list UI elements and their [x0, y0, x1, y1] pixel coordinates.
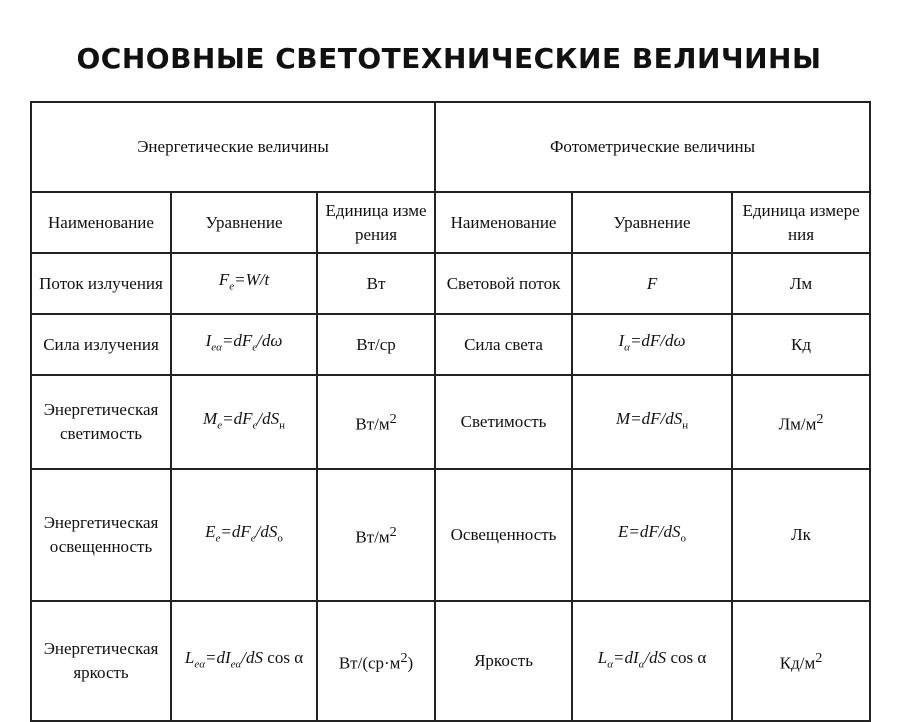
- table-row: [31, 375, 870, 469]
- energetic-unit: $Вт/м^2$: [317, 469, 435, 601]
- table-row: [31, 253, 870, 314]
- photometric-name: Яркость: [435, 601, 572, 721]
- photometric-equation: $L_\alpha=dI_\alpha/dS$ cos α: [572, 601, 732, 721]
- header-equation-photometric: Уравнение: [572, 192, 732, 253]
- header-equation-energetic: Уравнение: [171, 192, 317, 253]
- photometric-name: Светимость: [435, 375, 572, 469]
- energetic-name: Поток излучения: [31, 253, 171, 314]
- photometric-equation: $M=dF/dS_н$: [572, 375, 732, 469]
- energetic-name: Энергетическая яркость: [31, 601, 171, 721]
- energetic-name: Сила излучения: [31, 314, 171, 375]
- page-title: ОСНОВНЫЕ СВЕТОТЕХНИЧЕСКИЕ ВЕЛИЧИНЫ: [76, 42, 822, 75]
- header-unit-energetic: Единица измерения: [317, 192, 435, 253]
- energetic-equation: $E_e=dF_e/dS_о$: [171, 469, 317, 601]
- photometric-unit: Лм: [732, 253, 870, 314]
- table-row: [31, 314, 870, 375]
- quantities-table: [30, 101, 871, 722]
- photometric-unit: $Кд/м^2$: [732, 601, 870, 721]
- header-name-energetic: Наименование: [31, 192, 171, 253]
- photometric-unit: $Лм/м^2$: [732, 375, 870, 469]
- photometric-equation: $E=dF/dS_о$: [572, 469, 732, 601]
- energetic-equation: $L_{e\alpha}=dI_{e\alpha}/dS$ cos α: [171, 601, 317, 721]
- header-unit-photometric: Единица измерения: [732, 192, 870, 253]
- energetic-name: Энергетическая освещенность: [31, 469, 171, 601]
- energetic-unit: Вт: [317, 253, 435, 314]
- photometric-name: Освещенность: [435, 469, 572, 601]
- energetic-name: Энергетическая светимость: [31, 375, 171, 469]
- photometric-equation: $I_\alpha=dF/d\omega$: [572, 314, 732, 375]
- photometric-group-header: Фотометрические величины: [435, 102, 870, 192]
- photometric-name: Сила света: [435, 314, 572, 375]
- energetic-equation: $I_{e\alpha}=dF_e/d\omega$: [171, 314, 317, 375]
- table-row: [31, 469, 870, 601]
- energetic-unit: $Вт/м^2$: [317, 375, 435, 469]
- energetic-unit: Вт/ср: [317, 314, 435, 375]
- group-header-row: [31, 102, 870, 192]
- photometric-equation: F: [572, 253, 732, 314]
- photometric-name: Световой поток: [435, 253, 572, 314]
- energetic-unit: $Вт/(ср\cdot м^2)$: [317, 601, 435, 721]
- energetic-equation: $M_e=dF_e/dS_н$: [171, 375, 317, 469]
- header-name-photometric: Наименование: [435, 192, 572, 253]
- table-row: [31, 601, 870, 721]
- energetic-equation: $F_e=W/t$: [171, 253, 317, 314]
- photometric-unit: Кд: [732, 314, 870, 375]
- energetic-group-header: Энергетические величины: [31, 102, 435, 192]
- photometric-unit: Лк: [732, 469, 870, 601]
- column-header-row: [31, 192, 870, 253]
